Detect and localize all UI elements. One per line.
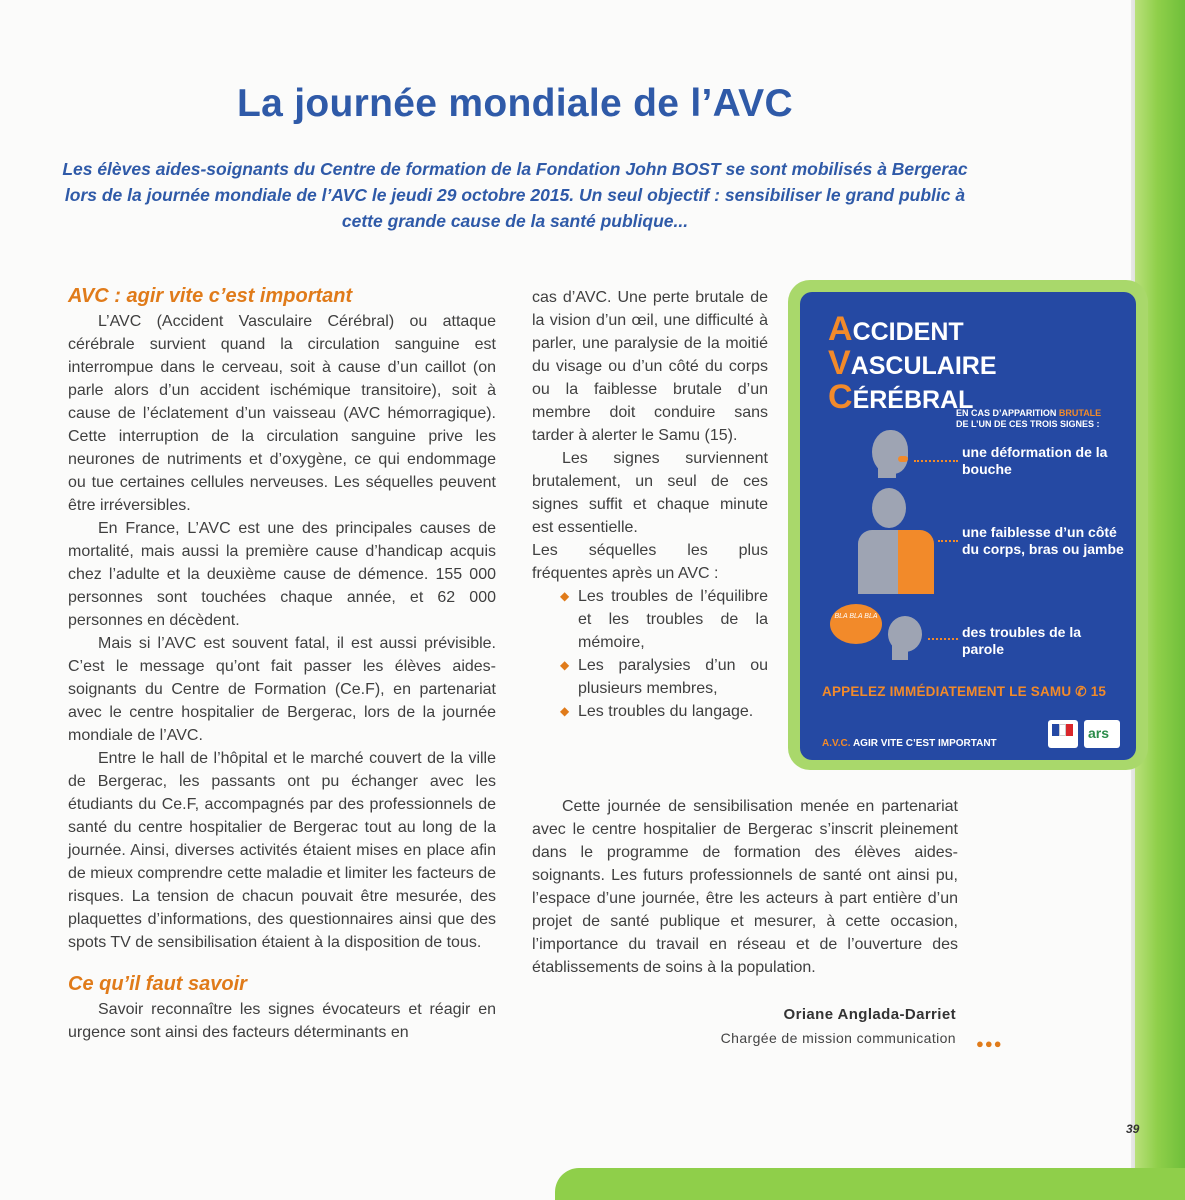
poster-word: ÉRÉBRAL [852, 386, 974, 414]
sequelae-list [532, 585, 768, 723]
author-role: Chargée de mission communication [720, 1030, 956, 1046]
paragraph: Mais si l’AVC est souvent fatal, il est aussi prévisible. C’est le message qu’ont fait passer les élèves aides-soignants du Centre de Formation (Ce.F), en partenariat avec le centre hospitalier de Bergerac, lors de la journée mondiale de l’AVC. [68, 635, 496, 744]
list-item: ◆ Les paralysies d’un ou plusieurs membres, [532, 654, 768, 700]
section-heading-savoir: Ce qu’il faut savoir [68, 973, 247, 995]
speech-bubble-icon: BLA BLA BLA [830, 604, 882, 644]
poster-word: ASCULAIRE [850, 352, 997, 380]
section-heading-avc: AVC : agir vite c’est important [68, 285, 353, 307]
green-border-bottom [555, 1168, 1185, 1200]
paragraph: Entre le hall de l’hôpital et le marché couvert de la ville de Bergerac, les passants ont pu échanger avec les étudiants du Ce.F, accompagnés par des professionnels de santé du centre hospitalier de Bergerac tout au long de la journée. Ainsi, diverses activités étaient mises en place afin de mieux comprendre cette maladie et limiter les facteurs de risques. La tension de chacun pouvait être mesurée, des plaquettes d’informations, des questionnaires ainsi que des spots TV de sensibilisation étaient à la disposition de tous. [68, 750, 496, 951]
left-column [68, 284, 496, 1044]
poster-initial: V [828, 344, 851, 382]
decorative-dots-icon: ●●● [976, 1036, 1003, 1051]
poster-word: CCIDENT [852, 318, 964, 346]
sign-speech: des troubles de la parole [962, 624, 1082, 657]
dotted-line [928, 638, 958, 640]
list-item: ◆ Les troubles du langage. [532, 700, 768, 723]
republique-francaise-logo-icon [1048, 720, 1078, 748]
poster-sub-text: EN CAS D’APPARITION [956, 408, 1057, 418]
poster-sub-text: DE L’UN DE CES TROIS SIGNES : [956, 419, 1100, 429]
list-item: ◆ Les troubles de l’équilibre et les troubles de la mémoire, [532, 585, 768, 654]
poster-sub-highlight: BRUTALE [1058, 408, 1102, 418]
avc-poster [800, 292, 1136, 760]
sign-mouth: une déformation de la bouche [962, 444, 1108, 477]
dotted-line [938, 540, 958, 542]
paragraph: Les signes surviennent brutalement, un seul de ces signes suffit et chaque minute est essentielle. [532, 450, 768, 536]
article-title: La journée mondiale de l’AVC [237, 82, 793, 125]
ars-logo-text: ars [1088, 725, 1110, 741]
poster-initial: C [828, 378, 853, 416]
poster-call-samu: APPELEZ IMMÉDIATEMENT LE SAMU ✆ 15 [822, 684, 1107, 699]
author-name: Oriane Anglada-Darriet [783, 1006, 956, 1023]
poster-title [828, 310, 997, 416]
ars-logo-icon [1084, 720, 1120, 748]
dotted-line [914, 460, 958, 462]
poster-footer-avc: A.V.C. [822, 738, 851, 749]
sign-weakness: une faiblesse d’un côté du corps, bras ou jambe [962, 524, 1124, 557]
bottom-column [532, 795, 958, 979]
paragraph: cas d’AVC. Une perte brutale de la vision d’un œil, une difficulté à parler, une paralysie de la moitié du visage ou d’un côté du corps ou la faiblesse brutale d’un membre doit conduire sans tarder à alerter le Samu (15). [532, 289, 768, 444]
paragraph: En France, L’AVC est une des principales causes de mortalité, mais aussi la première cause d’handicap acquis chez l’adulte et la deuxième cause de démence. 155 000 personnes sont touchées chaque année, et 62 000 personnes en décèdent. [68, 520, 496, 629]
paragraph: Les séquelles les plus fréquentes après un AVC : [532, 542, 768, 582]
middle-column [532, 286, 768, 723]
article-intro: Les élèves aides-soignants du Centre de formation de la Fondation John BOST se sont mobilisés à Bergerac lors de la journée mondiale de l’AVC le jeudi 29 octobre 2015. Un seul objectif : sensibiliser le grand public à cette grande cause de la santé publique... [62, 159, 968, 231]
paragraph: Cette journée de sensibilisation menée en partenariat avec le centre hospitalier de Bergerac s’inscrit pleinement dans le programme de formation des élèves aides-soignants. Les futurs professionnels de santé ont ainsi pu, l’espace d’une journée, être les acteurs à part entière d’un projet de santé publique et mesurer, à cette occasion, l’importance du travail en réseau et de l’ouverture des établissements de soins à la population. [532, 798, 958, 976]
paragraph: L’AVC (Accident Vasculaire Cérébral) ou attaque cérébrale survient quand la circulation sanguine est interrompue dans le cerveau, soit à cause d’un caillot (on parle alors d’un accident ischémique transitoire), soit à cause de l’éclatement d’un vaisseau (AVC hémorragique). Cette interruption de la circulation sanguine prive les neurones de nutriments et d’oxygène, ce qui endommage ou tue certaines cellules nerveuses. Les séquelles peuvent être irréversibles. [68, 313, 496, 514]
poster-footer [822, 738, 997, 749]
poster-initial: A [828, 310, 853, 348]
poster-subtitle [956, 408, 1126, 430]
poster-footer-text: AGIR VITE C’EST IMPORTANT [852, 738, 997, 749]
paragraph: Savoir reconnaître les signes évocateurs et réagir en urgence sont ainsi des facteurs déterminants en [68, 1001, 496, 1041]
page-number: 39 [1126, 1122, 1140, 1136]
